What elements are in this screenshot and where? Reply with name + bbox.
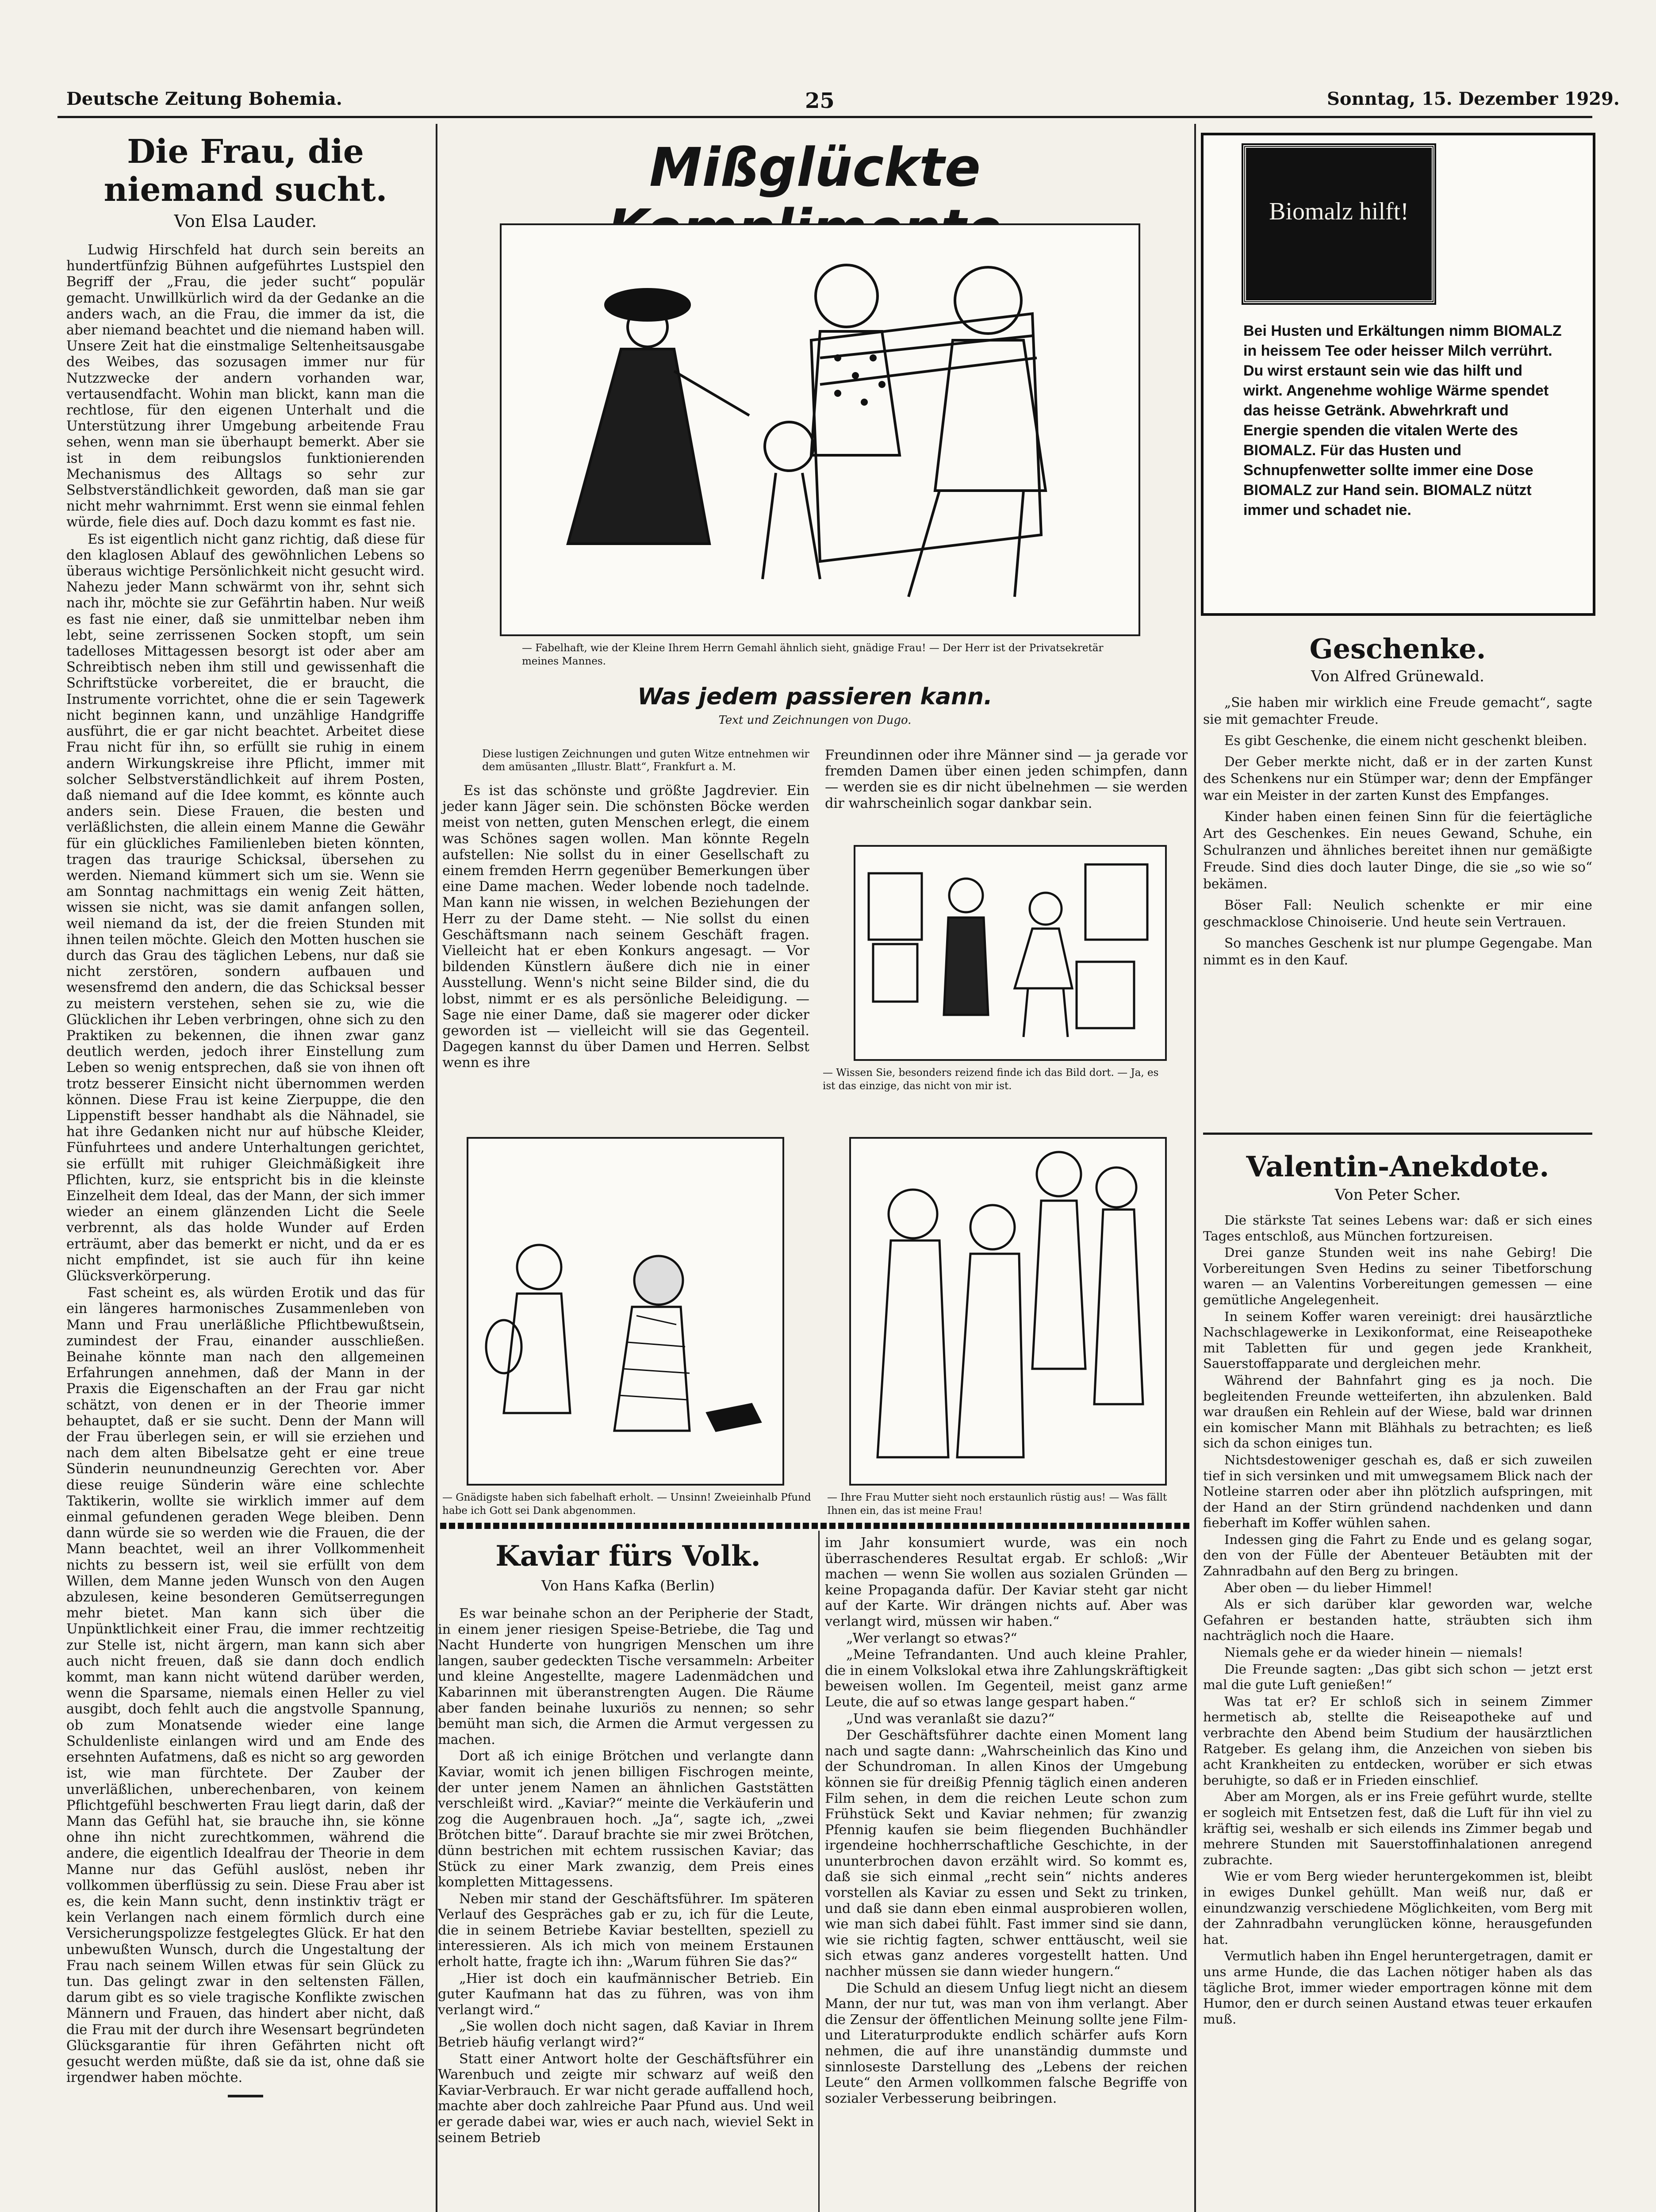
paragraph: „Wer verlangt so etwas?“: [846, 1630, 1017, 1646]
kaviar-divider: [818, 1531, 820, 2212]
paragraph: Aber oben — du lieber Himmel!: [1224, 1580, 1433, 1595]
paragraph: In seinem Koffer waren vereinigt: drei hausärztliche Nachschlagewerke in Lexikonformat, eine Reiseapotheke mit Tabletten für und gegen jede Krankheit, Sauerstoffapparate und dergleichen mehr.: [1203, 1309, 1592, 1371]
komplimente-body-left: [442, 783, 809, 1072]
paragraph: „Und was veranlaßt sie dazu?“: [846, 1711, 1055, 1727]
paragraph: Drei ganze Stunden weit ins nahe Gebirg! Die Vorbereitungen Sven Hedins zu seiner Tibetforschung waren — an Valentins Vorbereitungen gemessen — eine gemütliche Angelegenheit.: [1203, 1245, 1592, 1307]
paragraph: Wie er vom Berg wieder heruntergekommen ist, bleibt in ewiges Dunkel gehüllt. Man weiß nur, daß er einundzwanzig verschiedene Möglichkeiten, vom Berg mit der Zahnradbahn verunglücken könne, herausgefunden hat.: [1203, 1869, 1592, 1947]
paragraph: So manches Geschenk ist nur plumpe Gegengabe. Man nimmt es in den Kauf.: [1203, 936, 1592, 968]
article-title: Valentin-Anekdote.: [1246, 1150, 1549, 1183]
cartoon-painter-illustration: [855, 847, 1165, 1059]
cartoon-main-illustration: [502, 225, 1138, 634]
article-title: Die Frau, die niemand sucht.: [104, 133, 387, 209]
article-geschenke: [1203, 633, 1592, 969]
cartoon-group: [849, 1137, 1167, 1486]
paragraph: Der Geschäftsführer dachte einen Moment lang nach und sagte dann: „Wahrscheinlich das Kino und der Schundroman. In allen Kinos der Umgebung können sie für dreißig Pfennig täglich einen anderen Film sehen, in dem die reichen Leute schon zum Frühstück Sekt und Kaviar nehmen; für zwanzig Pfennig kaufen sie beim fliegenden Buchhändler irgendeine hochherrschaftliche Geschichte, in der ununterbrochen davon erzählt wird. So kommt es, daß sie sich einmal „recht sein“ nichts anderes vorstellen als Kaviar zu essen und Sekt zu trinken, und daß sie dann eben einmal ausprobieren wollen, wie man sich dabei fühlt. Fast immer sind sie dann, wie sie richtig fagten, schwer enttäuscht, weil sie sich etwas ganz anderes vorgestellt hatten. Und nachher müssen sie dann wieder hungern.“: [825, 1728, 1188, 1980]
article-title: Geschenke.: [1309, 633, 1486, 665]
cartoon-main-caption: — Fabelhaft, wie der Kleine Ihrem Herrn Gemahl ähnlich sieht, gnädige Frau! — Der Herr ist der Privatsekretär meines Mannes.: [522, 642, 1104, 667]
paragraph: Es ist eigentlich nicht ganz richtig, daß diese für den klaglosen Ablauf des gewöhnlichen Lebens so überaus wichtige Persönlichkeit nicht gesucht wird. Nahezu jeder Mann schwärmt von ihr, sehnt sich nach ihr, möchte sie zur Gefährtin haben. Nur weiß es fast nie einer, daß sie unmittelbar neben ihm lebt, seine zerrissenen Socken stopft, um sein tadelloses Mittagessen besorgt ist oder aber am Schreibtisch neben ihm still und gewissenhaft die Schriftstücke vorbereitet, die er braucht, die Instrumente vorrichtet, ohne die er sein Tagewerk nicht beginnen kann, und unzählige Handgriffe ausführt, die er gar nicht beachtet. Arbeitet diese Frau nicht für ihn, so erfüllt sie ruhig in einem andern Wirkungskreise ihre Pflicht, immer mit solcher Selbstverständlichkeit auf ihrem Posten, daß niemand auf die Idee kommt, es könnte auch anders sein. Diese Frauen, die besten und verläßlichsten, die allein einem Manne die Gewähr für ein glückliches Familienleben bieten könnten, tragen das traurige Schicksal, übersehen zu werden. Niemand kümmert sich um sie. Wenn sie am Sonntag nachmittags ein wenig Zeit hätten, wissen sie nicht, was sie damit anfangen sollen, weil niemand da ist, der die freien Stunden mit ihnen teilen möchte. Gleich den Motten huschen sie durch das Grau des täglichen Lebens, nur daß sie nicht zerstören, sondern aufbauen und wesensfremd den andern, die das Schicksal besser zu meistern verstehen, sehen sie zu, wie die Glücklichen ihr Leben verbringen, ohne sich zu den Praktiken zu bekennen, die ihnen zwar ganz deutlich werden, jedoch ihrer Einstellung zum Leben so wenig entsprechen, daß sie von ihnen oft trotz besserer Einsicht nicht übernommen werden können. Diese Frau ist keine Zierpuppe, die den Lippenstift besser handhabt als die Nähnadel, sie hat ihre Gedanken nicht nur auf hübsche Kleider, Fünfuhrtees und andere Unterhaltungen gerichtet, sie erfüllt mit ruhiger Gleichmäßigkeit ihre Pflichten, kurz, sie entspricht bis in die kleinste Einzelheit dem Ideal, das der Mann, der sich immer wieder an einem glänzenden Licht die Seele verbrennt, als das holde Wunder auf Erden erträumt, aber das bemerkt er nicht, und da er es nicht empfindet, ist sie auch für ihn keine Glücksverkörperung.: [66, 531, 425, 1284]
paragraph: Indessen ging die Fahrt zu Ende und es gelang sogar, den von der Fülle der Abenteuer Betäubten mit der Zahnradbahn auf den Berg zu bringen.: [1203, 1532, 1592, 1579]
cartoon-couple: [467, 1137, 784, 1486]
paragraph: Dort aß ich einige Brötchen und verlangte dann Kaviar, womit ich jenen billigen Fischrogen meinte, der unter jenem Namen an ähnlichen Gaststätten verschleißt wird. „Kaviar?“ meinte die Verkäuferin und zog die Augenbrauen hoch. „Ja“, sagte ich, „zwei Brötchen bitte“. Darauf brachte sie mir zwei Brötchen, dünn bestrichen mit echtem russischen Kaviar; das Stück zu einer Mark zwanzig, dem Preis eines kompletten Mittagessens.: [438, 1748, 814, 1890]
cartoon-group-illustration: [851, 1139, 1165, 1484]
article-body: [66, 242, 425, 2086]
paragraph: „Meine Tefrandanten. Und auch kleine Prahler, die in einem Volkslokal etwa ihre Zahlungskräftigkeit beweisen wollen. Im Gegenteil, meist ganz arme Leute, die auf so etwas lange gespart haben.“: [825, 1647, 1188, 1710]
biomalz-logo-text: Biomalz hilft!: [1269, 198, 1409, 225]
paragraph: Als er sich darüber klar geworden war, welche Gefahren er bestanden hatte, sträubten sich ihm nachträglich noch die Haare.: [1203, 1597, 1592, 1644]
biomalz-ad: [1201, 133, 1595, 616]
paragraph: „Sie haben mir wirklich eine Freude gemacht“, sagte sie mit gemachter Freude.: [1203, 695, 1592, 727]
paragraph: Der Geber merkte nicht, daß er in der zarten Kunst des Schenkens nur ein Stümper war; denn der Empfänger war ein Meister in der zarten Kunst des Empfanges.: [1203, 754, 1592, 803]
paragraph: Nichtsdestoweniger geschah es, daß er sich zuweilen tief in sich versinken und mit umwegsamem Blick nach der Notleine starren oder aber ihn plötzlich aufspringen, mit der Hand an der Stirn gründend nachdenken und dann fieberhaft im Koffer wühlen sahen.: [1203, 1452, 1592, 1531]
paragraph: Es war beinahe schon an der Peripherie der Stadt, in einem jener riesigen Speise-Betriebe, die Tag und Nacht Hunderte von hungrigen Menschen um ihre langen, sauber gedeckten Tische versammeln: Arbeiter und kleine Angestellte, magere Ladenmädchen und Kabarinnen mit überanstrengten Augen. Die Räume aber fanden beinahe luxuriös zu nennen; so sehr bemüht man sich, die Armen die Armut vergessen zu machen.: [438, 1606, 814, 1747]
article-byline: Von Peter Scher.: [1334, 1186, 1461, 1204]
paragraph: Fast scheint es, als würden Erotik und das für ein längeres harmonisches Zusammenleben von Mann und Frau unerläßliche Pflichtbewußtsein, zumindest der Frau, einander ausschließen. Beinahe könnte man nach den allgemeinen Erfahrungen annehmen, daß der Mann in der Praxis die Eigenschaften an der Frau gar nicht schätzt, von denen er in der Theorie immer behauptet, daß er sie sucht. Denn der Mann will der Frau überlegen sein, er will sie erziehen und nach dem alten Bibelsatze geht er eine treue Sünderin neunundneunzig Gerechten vor. Aber diese reuige Sünderin wäre eine schlechte Taktikerin, wollte sie wirklich immer auf dem einmal gefundenen geraden Wege bleiben. Denn dann würde sie so werden wie die Frauen, die der Mann beachtet, weil an ihrer Vollkommenheit nichts zu bessern ist, weil sie erfüllt von dem Willen, dem Manne jeden Wunsch von den Augen abzulesen, keine besonderen Gemütserregungen mehr bietet. Man kann sich über die Unpünktlichkeit einer Frau, die immer rechtzeitig zur Stelle ist, nicht ärgern, man kann sich aber auch nicht freuen, daß sie dann doch endlich kommt, man kann nicht wütend darüber werden, wenn die Sparsame, niemals einen Heller zu viel ausgibt, doch fehlt auch die angstvolle Spannung, ob zum Monatsende wieder eine lange Schuldenliste einlangen wird und am Ende des ersehnten Aufatmens, daß es nicht so arg geworden ist, wie man fürchtete. Der Zauber der unverläßlichen, unberechenbaren, von keinem Pflichtgefühl beschwerten Frau liegt darin, daß der Mann das Gefühl hat, sie brauche ihn, sie könne ohne ihn nicht zurechtkommen, während die andere, die eigentlich Idealfrau der Theorie in dem Manne nur das Gefühl auslöst, neben ihr vollkommen überflüssig zu sein. Diese Frau aber ist es, die kein Mann sucht, denn instinktiv trägt er kein Verlangen nach einem förmlich durch eine Versicherungspolizze festgelegtes Glück. Er hat den unbewußten Wunsch, durch die Ungestaltung der Frau nach seinem Willen etwas für sein Glück zu tun. Das gelingt zwar in den seltensten Fällen, darum gibt es so viele tragische Konflikte zwischen Männern und Frauen, das hindert aber nicht, daß die Frau mit der durch ihre Wesensart begründeten Glücksgarantie für ihren Gefährten nicht oft gesucht werden müßte, daß sie da ist, ohne daß sie irgendwer haben möchte.: [66, 1285, 425, 2086]
paragraph: Neben mir stand der Geschäftsführer. Im späteren Verlauf des Gespräches gab er zu, ich für die Leute, die in seinem Betriebe Kaviar bestellten, speziell zu interessieren. Als ich mich von meinem Erstaunen erholt hatte, fragte ich ihn: „Warum führen Sie das?“: [438, 1891, 814, 1970]
article-frau: [66, 133, 425, 2106]
article-title: Mißglückte: [649, 137, 981, 199]
paragraph: Die stärkste Tat seines Lebens war: daß er sich eines Tages entschloß, aus München fortzureisen.: [1203, 1213, 1592, 1244]
paragraph: Böser Fall: Neulich schenkte er mir eine geschmacklose Chinoiserie. Und heute sein Vertrauen.: [1203, 898, 1592, 929]
kaviar-body-left: [438, 1606, 814, 2147]
column-divider-2: [1194, 124, 1196, 2212]
column3-rule: [1203, 1133, 1592, 1135]
komplimente-body-right: [825, 748, 1188, 813]
paragraph: Die Freunde sagten: „Das gibt sich schon — jetzt erst mal die gute Luft genießen!“: [1203, 1661, 1592, 1693]
paragraph: Während der Bahnfahrt ging es ja noch. Die begleitenden Freunde wetteiferten, ihn abzulenken. Bald war draußen ein Rehlein auf der Wiese, bald war drinnen ein komischer Mann mit Blähhals zu betrachten; es ließ sich da schon einiges tun.: [1203, 1372, 1592, 1451]
paragraph: Es ist das schönste und größte Jagdrevier. Ein jeder kann Jäger sein. Die schönsten Böcke werden meist von netten, guten Menschen erlegt, die einem was Schönes sagen wollen. Man könnte Regeln aufstellen: Nie sollst du in einer Gesellschaft zu einem fremden Herrn gegenüber Bemerkungen über eine Dame machen. Weder lobende noch tadelnde. Man kann nie wissen, in welchen Beziehungen der Herr zu der Dame steht. — Nie sollst du einen Geschäftsmann nach seinem Geschäft fragen. Vielleicht hat er eben Konkurs angesagt. — Vor bildenden Künstlern äußere dich nie in einer Ausstellung. Wenn's nicht seine Bilder sind, die du lobst, nimmt er es als persönliche Beleidigung. — Sage nie einer Dame, daß sie magerer oder dicker geworden ist — vielleicht will sie das Gegenteil. Dagegen kannst du über Damen und Herren. Selbst wenn es ihre: [442, 783, 809, 1071]
subsection-title: Was jedem passieren kann.: [637, 684, 993, 710]
kaviar-title: Kaviar fürs Volk.: [495, 1540, 761, 1573]
kaviar-body-right: [825, 1535, 1188, 2107]
intro-note: Diese lustigen Zeichnungen und guten Witze entnehmen wir dem amüsanten „Illustr. Blatt“, Frankfurt a. M.: [482, 748, 809, 773]
subsection-byline: Text und Zeichnungen von Dugo.: [718, 714, 912, 727]
paragraph: Vermutlich haben ihn Engel heruntergetragen, damit er uns arme Hunde, die das Lachen nötiger haben als das tägliche Brot, immer wieder emportragen könne mit dem Humor, den er durch seinen Austand etwas teuer erkaufen muß.: [1203, 1948, 1592, 2027]
paragraph: Die Schuld an diesem Unfug liegt nicht an diesem Mann, der nur tut, was man von ihm verlangt. Aber die Zensur der öffentlichen Meinung sollte jene Film- und Literaturprodukte endlich schärfer aufs Korn nehmen, die auf ihre unanständig dummste und sinnloseste Darstellung des „Lebens der reichen Leute“ den Armen vollkommen falsche Begriffe von sozialer Verbesserung beibringen.: [825, 1980, 1188, 2106]
cartoon-painter-caption: — Wissen Sie, besonders reizend finde ich das Bild dort. — Ja, es ist das einzige, das nicht von mir ist.: [823, 1067, 1159, 1092]
biomalz-logo-box: [1243, 145, 1434, 303]
article-body: [1203, 1213, 1592, 2027]
cartoon-painter: [854, 845, 1167, 1061]
paragraph: „Sie wollen doch nicht sagen, daß Kaviar in Ihrem Betrieb häufig verlangt wird?“: [438, 2019, 814, 2051]
newspaper-name: Deutsche Zeitung Bohemia.: [66, 88, 342, 109]
paragraph: Es gibt Geschenke, die einem nicht geschenkt bleiben.: [1224, 733, 1587, 748]
paragraph: Freundinnen oder ihre Männer sind — ja gerade vor fremden Damen über einen jeden schimpfen, dann — werden sie es dir nicht übelnehmen — sie werden dir wahrscheinlich sogar dankbar sein.: [825, 748, 1188, 811]
article-body: [1203, 694, 1592, 968]
cartoon-main: [500, 223, 1140, 636]
paragraph: Aber am Morgen, als er ins Freie geführt wurde, stellte er sogleich mit Entsetzen fest, daß die Luft für ihn viel zu kräftig sei, weshalb er sich eilends ins Zimmer begab und mehrere Stunden mit Sauerstoffinhalationen anregend zubrachte.: [1203, 1789, 1592, 1867]
cartoon-couple-illustration: [468, 1139, 782, 1484]
section-divider: [440, 1523, 1192, 1529]
cartoon-couple-caption: — Gnädigste haben sich fabelhaft erholt. — Unsinn! Zweieinhalb Pfund habe ich Gott sei Dank abgenommen.: [442, 1492, 811, 1517]
kaviar-byline: Von Hans Kafka (Berlin): [541, 1577, 715, 1594]
paragraph: „Hier ist doch ein kaufmännischer Betrieb. Ein guter Kaufmann hat das zu führen, was von ihm verlangt wird.“: [438, 1970, 814, 2018]
cartoon-group-caption: — Ihre Frau Mutter sieht noch erstaunlich rüstig aus! — Was fällt Ihnen ein, das ist meine Frau!: [827, 1492, 1167, 1517]
paragraph: Ludwig Hirschfeld hat durch sein bereits an hundertfünfzig Bühnen aufgeführtes Lustspiel den Begriff der „Frau, die jeder sucht“ populär gemacht. Unwillkürlich wird da der Gedanke an die anders wach, an die Frau, die immer da ist, die aber niemand beachtet und die niemand haben will. Unsere Zeit hat die einstmalige Seltenheitsausgabe des Weibes, das sozusagen immer nur für Nutzzwecke der andern vorhanden war, vertausendfacht. Wohin man blickt, kann man die rechtlose, für den eigenen Unterhalt und die Unterstützung ihrer Umgebung arbeitende Frau sehen, wenn man sie überhaupt bemerkt. Aber sie ist in dem reibungslos funktionierenden Mechanismus des Alltags so sehr zur Selbstverständlichkeit geworden, daß man sie gar nicht mehr wahrnimmt. Erst wenn sie einmal fehlen würde, fiele dies auf. Doch dazu kommt es fast nie.: [66, 242, 425, 530]
article-valentin: [1203, 1150, 1592, 2028]
end-mark: [228, 2095, 263, 2097]
issue-date: Sonntag, 15. Dezember 1929.: [1327, 88, 1620, 109]
paragraph: Statt einer Antwort holte der Geschäftsführer ein Warenbuch und zeigte mir schwarz auf weiß den Kaviar-Verbrauch. Er war nicht gerade auffallend hoch, machte aber doch zahlreiche Paar Pfund aus. Und weil er gerade dabei war, wies er auch nach, wieviel Sekt in seinem Betrieb: [438, 2051, 814, 2146]
paragraph: Niemals gehe er da wieder hinein — niemals!: [1224, 1645, 1523, 1660]
biomalz-ad-text: Bei Husten und Erkältungen nimm BIOMALZ in heissem Tee oder heisser Milch verrührt. Du wirst erstaunt sein wie das hilft und wirkt. Angenehme wohlige Wärme spendet das heisse Getränk. Abwehrkraft und Energie spenden die vitalen Werte des BIOMALZ. Für das Husten und Schnupfenwetter sollte immer eine Dose BIOMALZ zur Hand sein. BIOMALZ nützt immer und schadet nie.: [1243, 323, 1562, 518]
header-rule: [58, 116, 1592, 118]
column-divider-1: [436, 124, 437, 2212]
paragraph: im Jahr konsumiert wurde, was ein noch überraschenderes Resultat ergab. Er schloß: „Wir machen — wenn Sie wollen aus sozialen Gründen — keine Propaganda dafür. Der Kaviar steht gar nicht auf der Karte. Wir drängen nichts auf. Aber was verlangt wird, müssen wir haben.“: [825, 1535, 1188, 1629]
paragraph: Kinder haben einen feinen Sinn für die feiertägliche Art des Geschenkes. Ein neues Gewand, Schuhe, ein Schulranzen und ähnliches bereitet ihnen nur gemäßigte Freude. Sind dies doch lauter Dinge, die sie „so wie so“ bekämen.: [1203, 809, 1592, 891]
article-byline: Von Alfred Grünewald.: [1311, 668, 1484, 685]
paragraph: Was tat er? Er schloß sich in seinem Zimmer hermetisch ab, stellte die Reiseapotheke auf und verbrachte den Abend beim Studium der hausärztlichen Ratgeber. Es gelang ihm, die Anzeichen von sieben bis acht Krankheiten zu entdecken, worüber er sich etwas beruhigte, so daß er in Frieden einschlief.: [1203, 1694, 1592, 1788]
page-number: 25: [805, 88, 835, 113]
article-byline: Von Elsa Lauder.: [174, 211, 317, 231]
